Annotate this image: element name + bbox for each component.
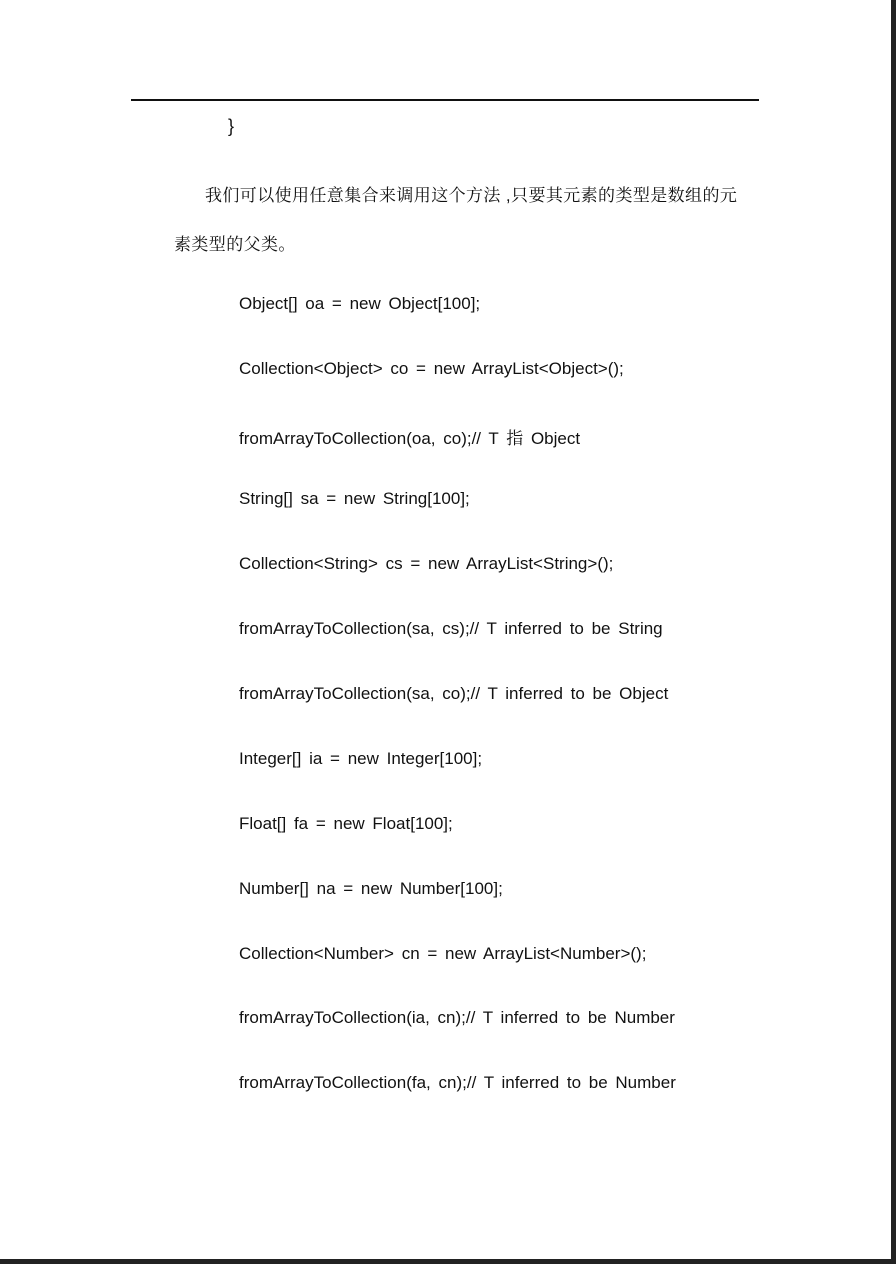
code-line: Collection<String> cs = new ArrayList<String>(); — [239, 554, 614, 573]
paragraph-line-1: 我们可以使用任意集合来调用这个方法 ,只要其元素的类型是数组的元 — [205, 186, 738, 205]
code-line: String[] sa = new String[100]; — [239, 489, 470, 508]
code-line: Collection<Number> cn = new ArrayList<Number>(); — [239, 944, 647, 963]
header-rule — [131, 99, 759, 101]
paragraph-line-2: 素类型的父类。 — [174, 235, 296, 254]
code-line: Number[] na = new Number[100]; — [239, 879, 503, 898]
code-line: Object[] oa = new Object[100]; — [239, 294, 481, 313]
code-line: Collection<Object> co = new ArrayList<Object>(); — [239, 359, 624, 378]
code-line: fromArrayToCollection(sa, co);// T inferred to be Object — [239, 684, 669, 703]
page-edge-bottom — [0, 1259, 896, 1264]
code-line: Float[] fa = new Float[100]; — [239, 814, 453, 833]
code-line: fromArrayToCollection(oa, co);// T 指 Object — [239, 429, 581, 448]
code-line: fromArrayToCollection(sa, cs);// T inferred to be String — [239, 619, 663, 638]
page-edge-right — [891, 0, 896, 1264]
code-line: Integer[] ia = new Integer[100]; — [239, 749, 483, 768]
closing-brace: } — [228, 116, 235, 136]
code-line: fromArrayToCollection(fa, cn);// T inferred to be Number — [239, 1073, 676, 1092]
code-line: fromArrayToCollection(ia, cn);// T inferred to be Number — [239, 1008, 675, 1027]
